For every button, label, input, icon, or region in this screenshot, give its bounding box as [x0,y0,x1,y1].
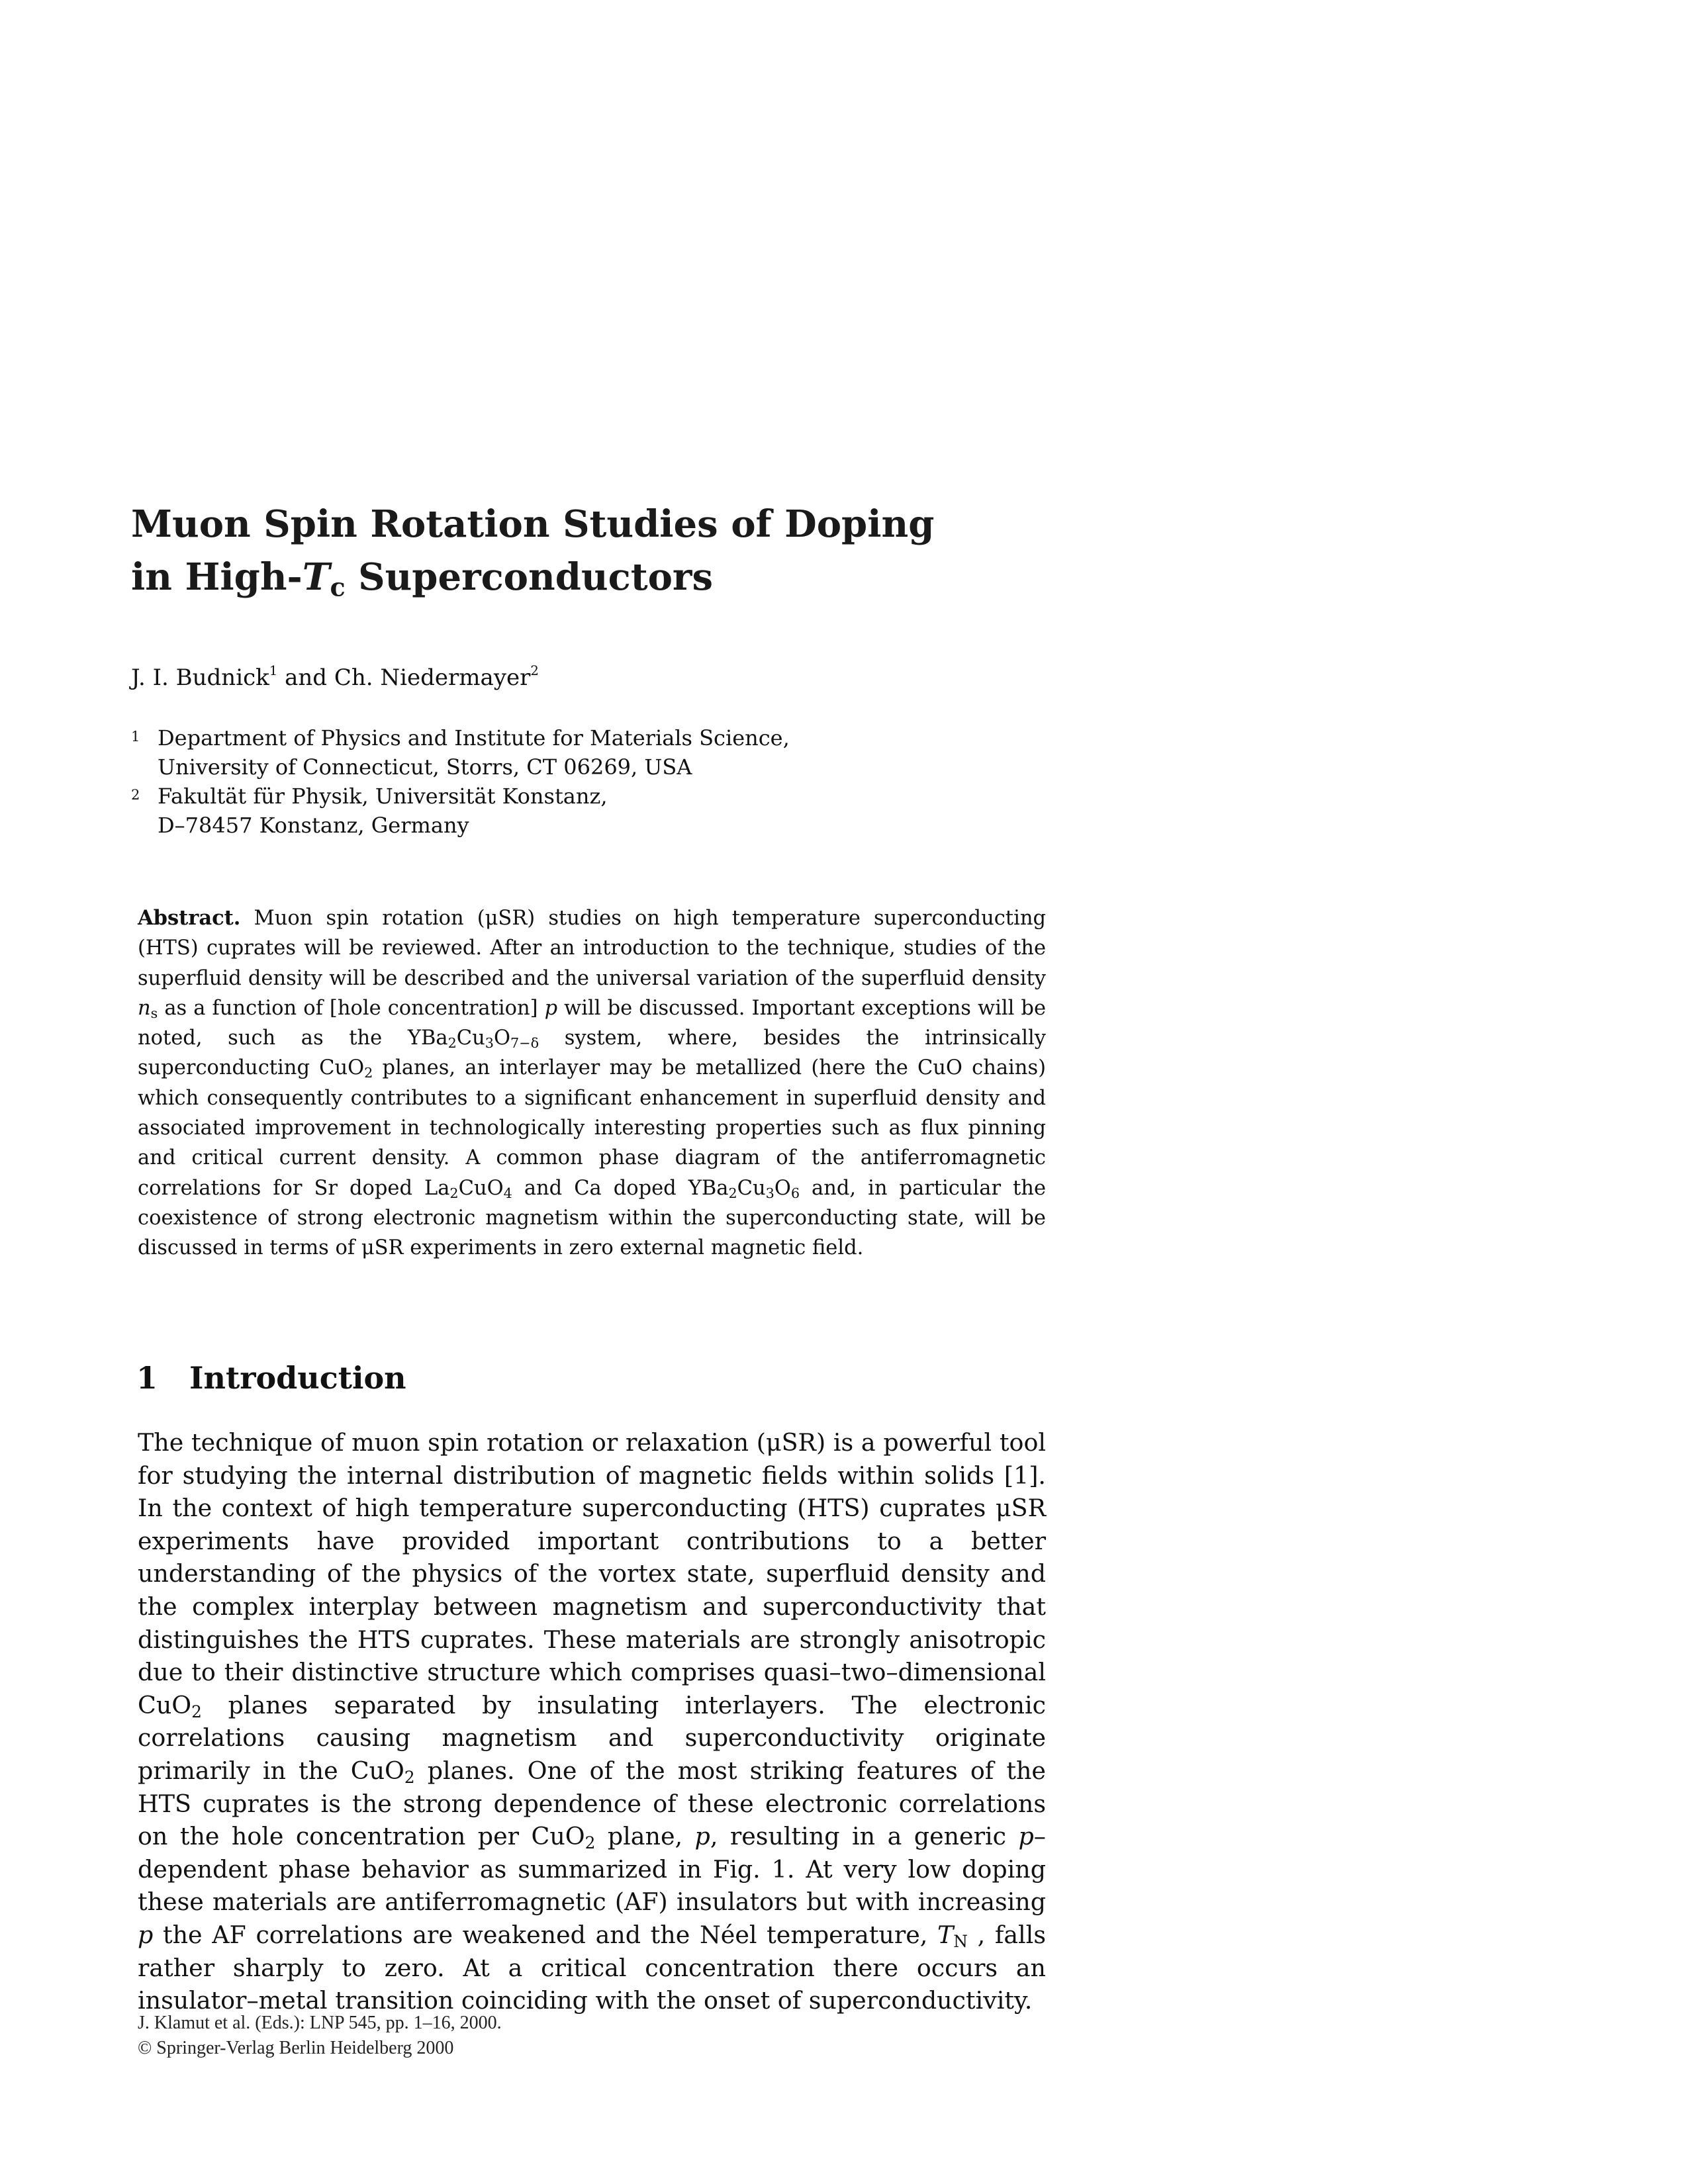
copyright-line: © Springer-Verlag Berlin Heidelberg 2000 [138,2038,454,2058]
section-number: 1 [136,1360,158,1396]
title-line-1: Muon Spin Rotation Studies of Doping [131,502,935,546]
affiliation: 1 Department of Physics and Institute for Materials Science, University of Connecticut, Storrs, CT 06269, USA [131,723,859,782]
affiliation-mark: 2 [530,663,539,679]
publication-footer [138,2011,502,2061]
affiliation-mark: 1 [269,663,278,679]
affiliations [131,723,859,840]
affiliation: 2 Fakultät für Physik, Universität Konstanz, D–78457 Konstanz, Germany [131,782,859,840]
section-heading [136,1358,406,1398]
section-title: Introduction [189,1360,406,1396]
paper-title [131,498,1124,604]
abstract: Abstract. Muon spin rotation (μSR) studies on high temperature superconducting (HTS) cuprates will be reviewed. After an introduction to the technique, studies of the superfluid density will be described and the universal variation of the superfluid density $n_s$ as a function of [hole concentration] p will be discussed. Important exceptions will be noted, such as the $YBa_2Cu_3O_{7-\delta}$ system, where, besides the intrinsically superconducting CuO$_2$ planes, an interlayer may be metallized (here the CuO chains) which consequently contributes to a significant enhancement in superfluid density and associated improvement in technologically interesting properties such as flux pinning and critical current density. A common phase diagram of the antiferromagnetic correlations for Sr doped $La_2CuO_4$ and Ca doped $YBa_2Cu_3O_6$ and, in particular the coexistence of strong electronic magnetism within the superconducting state, will be discussed in terms of μSR experiments in zero external magnetic field. [138,906,1047,1260]
affiliation-mark: 1 [131,729,140,745]
abstract-label: Abstract. [138,906,241,930]
author-name: Ch. Niedermayer [334,664,531,691]
affiliation-mark: 2 [131,787,140,803]
body-paragraph: The technique of muon spin rotation or relaxation (μSR) is a powerful tool for studying the internal distribution of magnetic fields within solids [1]. In the context of high temperature superconducting (HTS) cuprates μSR experiments have provided important contributions to a better understanding of the physics of the vortex state, superfluid density and the complex interplay between magnetism and superconductivity that distinguishes the HTS cuprates. These materials are strongly anisotropic due to their distinctive structure which comprises quasi–two–dimensional CuO$_2$ planes separated by insulating interlayers. The electronic correlations causing magnetism and superconductivity originate primarily in the CuO$_2$ planes. One of the most striking features of the HTS cuprates is the strong dependence of these electronic correlations on the hole concentration per CuO$_2$ plane, p, resulting in a generic p–dependent phase behavior as summarized in Fig. 1. At very low doping these materials are antiferromagnetic (AF) insulators but with increasing p the AF correlations are weakened and the Néel temperature, $T_N$ , falls rather sharply to zero. At a critical concentration there occurs an insulator–metal transition coinciding with the onset of superconductivity. [138,1428,1046,2015]
title-line-2: in High-$T_c$ Superconductors [131,555,713,602]
citation-line: J. Klamut et al. (Eds.): LNP 545, pp. 1–16, 2000. [138,2013,502,2033]
author-name: J. I. Budnick [131,664,269,691]
author-list: J. I. Budnick$^1$ and Ch. Niedermayer$^2$ [131,663,539,691]
